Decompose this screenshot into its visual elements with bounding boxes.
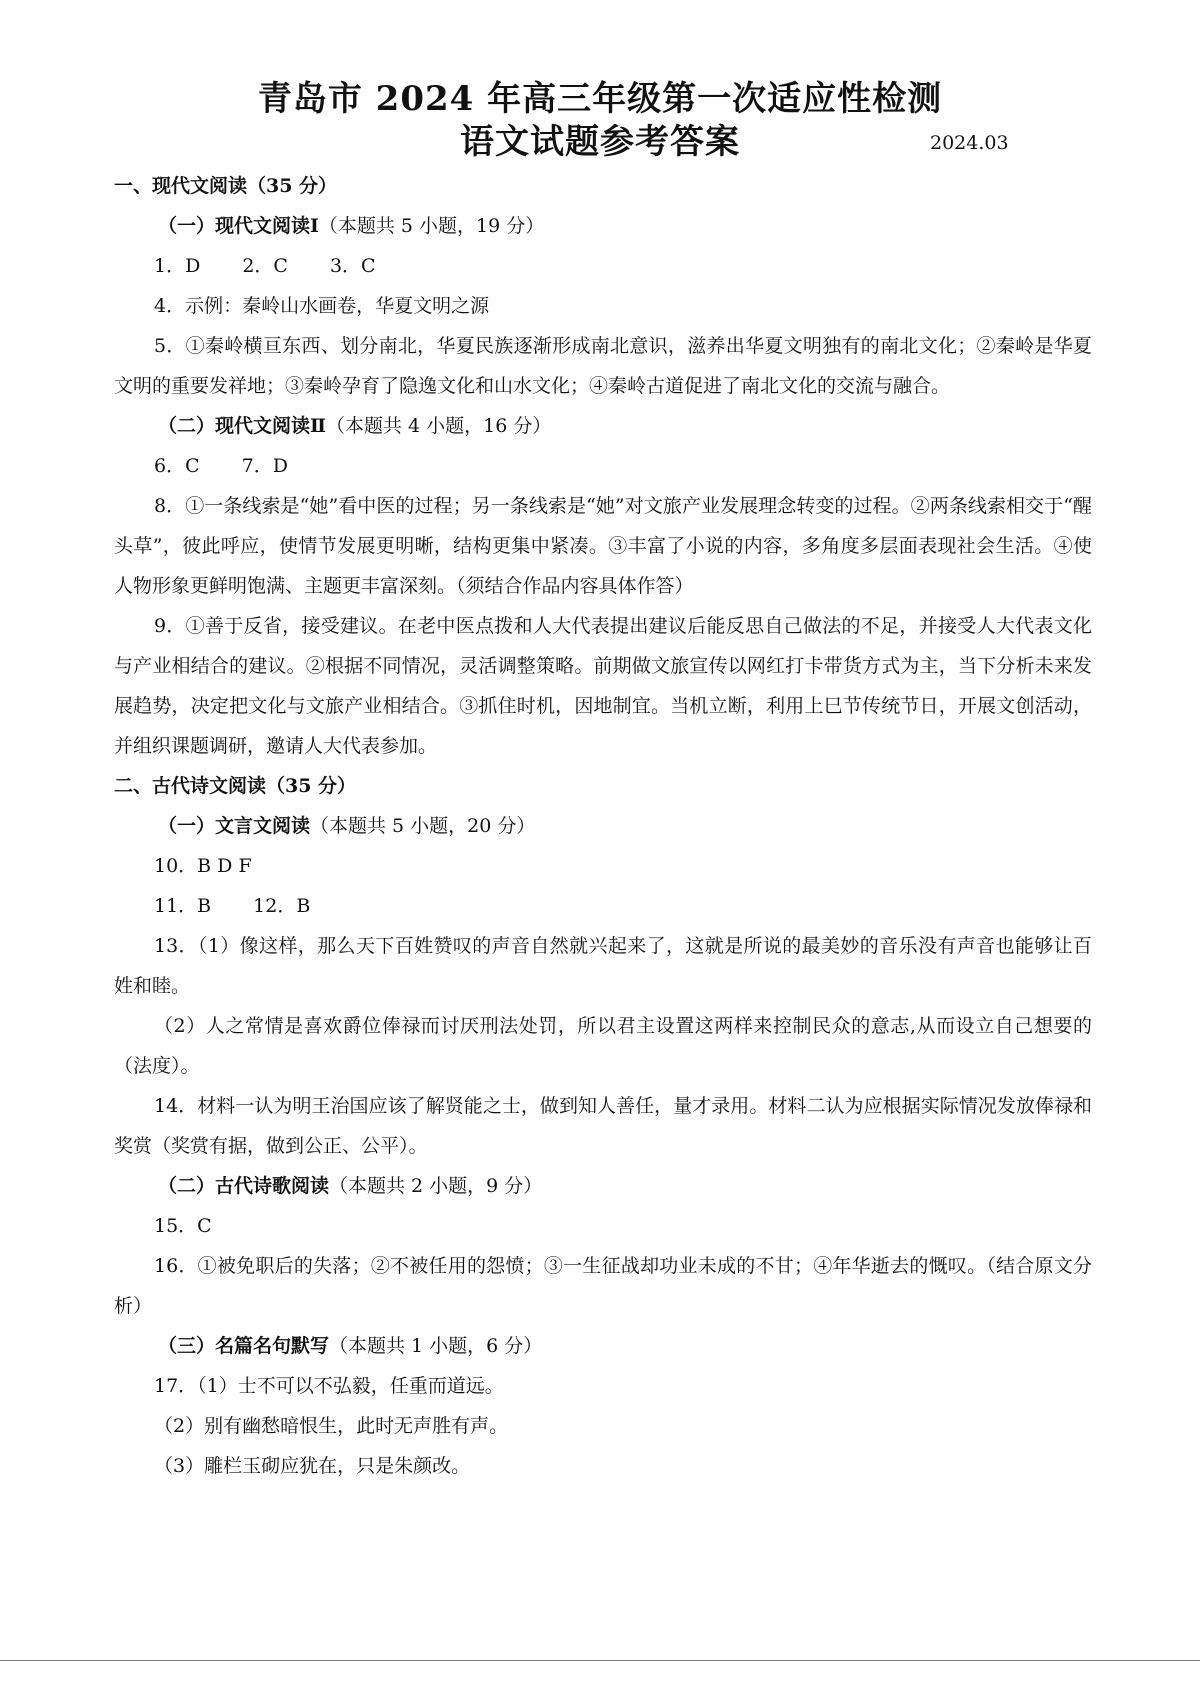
- answer-q17-part3: （3）雕栏玉砌应犹在，只是朱颜改。: [154, 1455, 471, 1477]
- subsection-name: （一）现代文阅读Ⅰ: [158, 215, 319, 237]
- subsection-info: （本题共 5 小题，19 分）: [318, 215, 545, 237]
- answer-q4: 4．示例：秦岭山水画卷，华夏文明之源: [154, 295, 490, 317]
- subsection-heading-modern-reading-2: [114, 406, 1092, 446]
- subsection-info: （本题共 4 小题，16 分）: [326, 415, 552, 437]
- section-heading-classical-reading: 二、古代诗文阅读（35 分）: [114, 775, 357, 797]
- subsection-name: （二）现代文阅读Ⅱ: [158, 415, 327, 437]
- answer-content: [114, 166, 1092, 1486]
- answer-q13-part1: 13．（1）像这样，那么天下百姓赞叹的声音自然就兴起来了，这就是所说的最美妙的音乐没有声音也能够让百姓和睦。: [114, 935, 1092, 997]
- subsection-heading-classical-prose: [114, 806, 1092, 846]
- answer-q11: 11．B: [154, 895, 212, 917]
- answer-row-6-7: [114, 446, 1092, 486]
- answer-q10: 10．B D F: [154, 855, 252, 877]
- document-title: 青岛市 2024 年高三年级第一次适应性检测: [257, 79, 943, 119]
- subsection-name: （三）名篇名句默写: [158, 1335, 330, 1357]
- document-date: 2024.03: [930, 132, 1009, 154]
- subsection-heading-classical-poetry: [114, 1166, 1092, 1206]
- subsection-info: （本题共 1 小题，6 分）: [329, 1335, 543, 1357]
- answer-q3: 3．C: [329, 255, 376, 277]
- answer-row-11-12: [114, 886, 1092, 926]
- answer-q7: 7．D: [241, 455, 288, 477]
- answer-q9: 9．①善于反省，接受建议。在老中医点拨和人大代表提出建议后能反思自己做法的不足，并接受人大代表文化与产业相结合的建议。②根据不同情况，灵活调整策略。前期做文旅宣传以网红打卡带货方式为主，当下分析未来发展趋势，决定把文化与文旅产业相结合。③抓住时机，因地制宜。当机立断，利用上巳节传统节日，开展文创活动，并组织课题调研，邀请人大代表参加。: [114, 615, 1092, 757]
- title-block: [0, 78, 1200, 164]
- section-heading-modern-reading: 一、现代文阅读（35 分）: [114, 175, 338, 197]
- answer-q6: 6．C: [154, 455, 200, 477]
- answer-q16: 16．①被免职后的失落；②不被任用的怨愤；③一生征战却功业未成的不甘；④年华逝去的慨叹。（结合原文分析）: [114, 1255, 1092, 1317]
- answer-q13-part2: （2）人之常情是喜欢爵位俸禄而讨厌刑法处罚，所以君主设置这两样来控制民众的意志,从而设立自己想要的（法度）。: [114, 1015, 1092, 1077]
- answer-q8: 8．①一条线索是“她”看中医的过程；另一条线索是“她”对文旅产业发展理念转变的过程。②两条线索相交于“醒头草”，彼此呼应，使情节发展更明晰，结构更集中紧凑。③丰富了小说的内容，多角度多层面表现社会生活。④使人物形象更鲜明饱满、主题更丰富深刻。（须结合作品内容具体作答）: [114, 495, 1092, 597]
- answer-q2: 2．C: [242, 255, 288, 277]
- footer-divider: [0, 1660, 1200, 1661]
- answer-q1: 1．D: [154, 255, 201, 277]
- answer-row-1-3: [114, 246, 1092, 286]
- subsection-name: （一）文言文阅读: [158, 815, 311, 837]
- answer-q5: 5．①秦岭横亘东西、划分南北，华夏民族逐渐形成南北意识，滋养出华夏文明独有的南北文化；②秦岭是华夏文明的重要发祥地；③秦岭孕育了隐逸文化和山水文化；④秦岭古道促进了南北文化的交流与融合。: [114, 335, 1092, 397]
- subsection-info: （本题共 5 小题，20 分）: [310, 815, 536, 837]
- answer-q17-part2: （2）别有幽愁暗恨生，此时无声胜有声。: [154, 1415, 509, 1437]
- answer-q12: 12．B: [253, 895, 311, 917]
- subsection-name: （二）古代诗歌阅读: [158, 1175, 330, 1197]
- answer-q17-part1: 17．（1）士不可以不弘毅，任重而道远。: [154, 1375, 504, 1397]
- answer-q15: 15．C: [154, 1215, 212, 1237]
- subsection-heading-famous-quotes: [114, 1326, 1092, 1366]
- answer-q14: 14．材料一认为明王治国应该了解贤能之士，做到知人善任，量才录用。材料二认为应根据实际情况发放俸禄和奖赏（奖赏有据，做到公正、公平）。: [114, 1095, 1092, 1157]
- subsection-info: （本题共 2 小题，9 分）: [329, 1175, 543, 1197]
- document-subtitle: 语文试题参考答案: [460, 122, 740, 162]
- subsection-heading-modern-reading-1: [114, 206, 1092, 246]
